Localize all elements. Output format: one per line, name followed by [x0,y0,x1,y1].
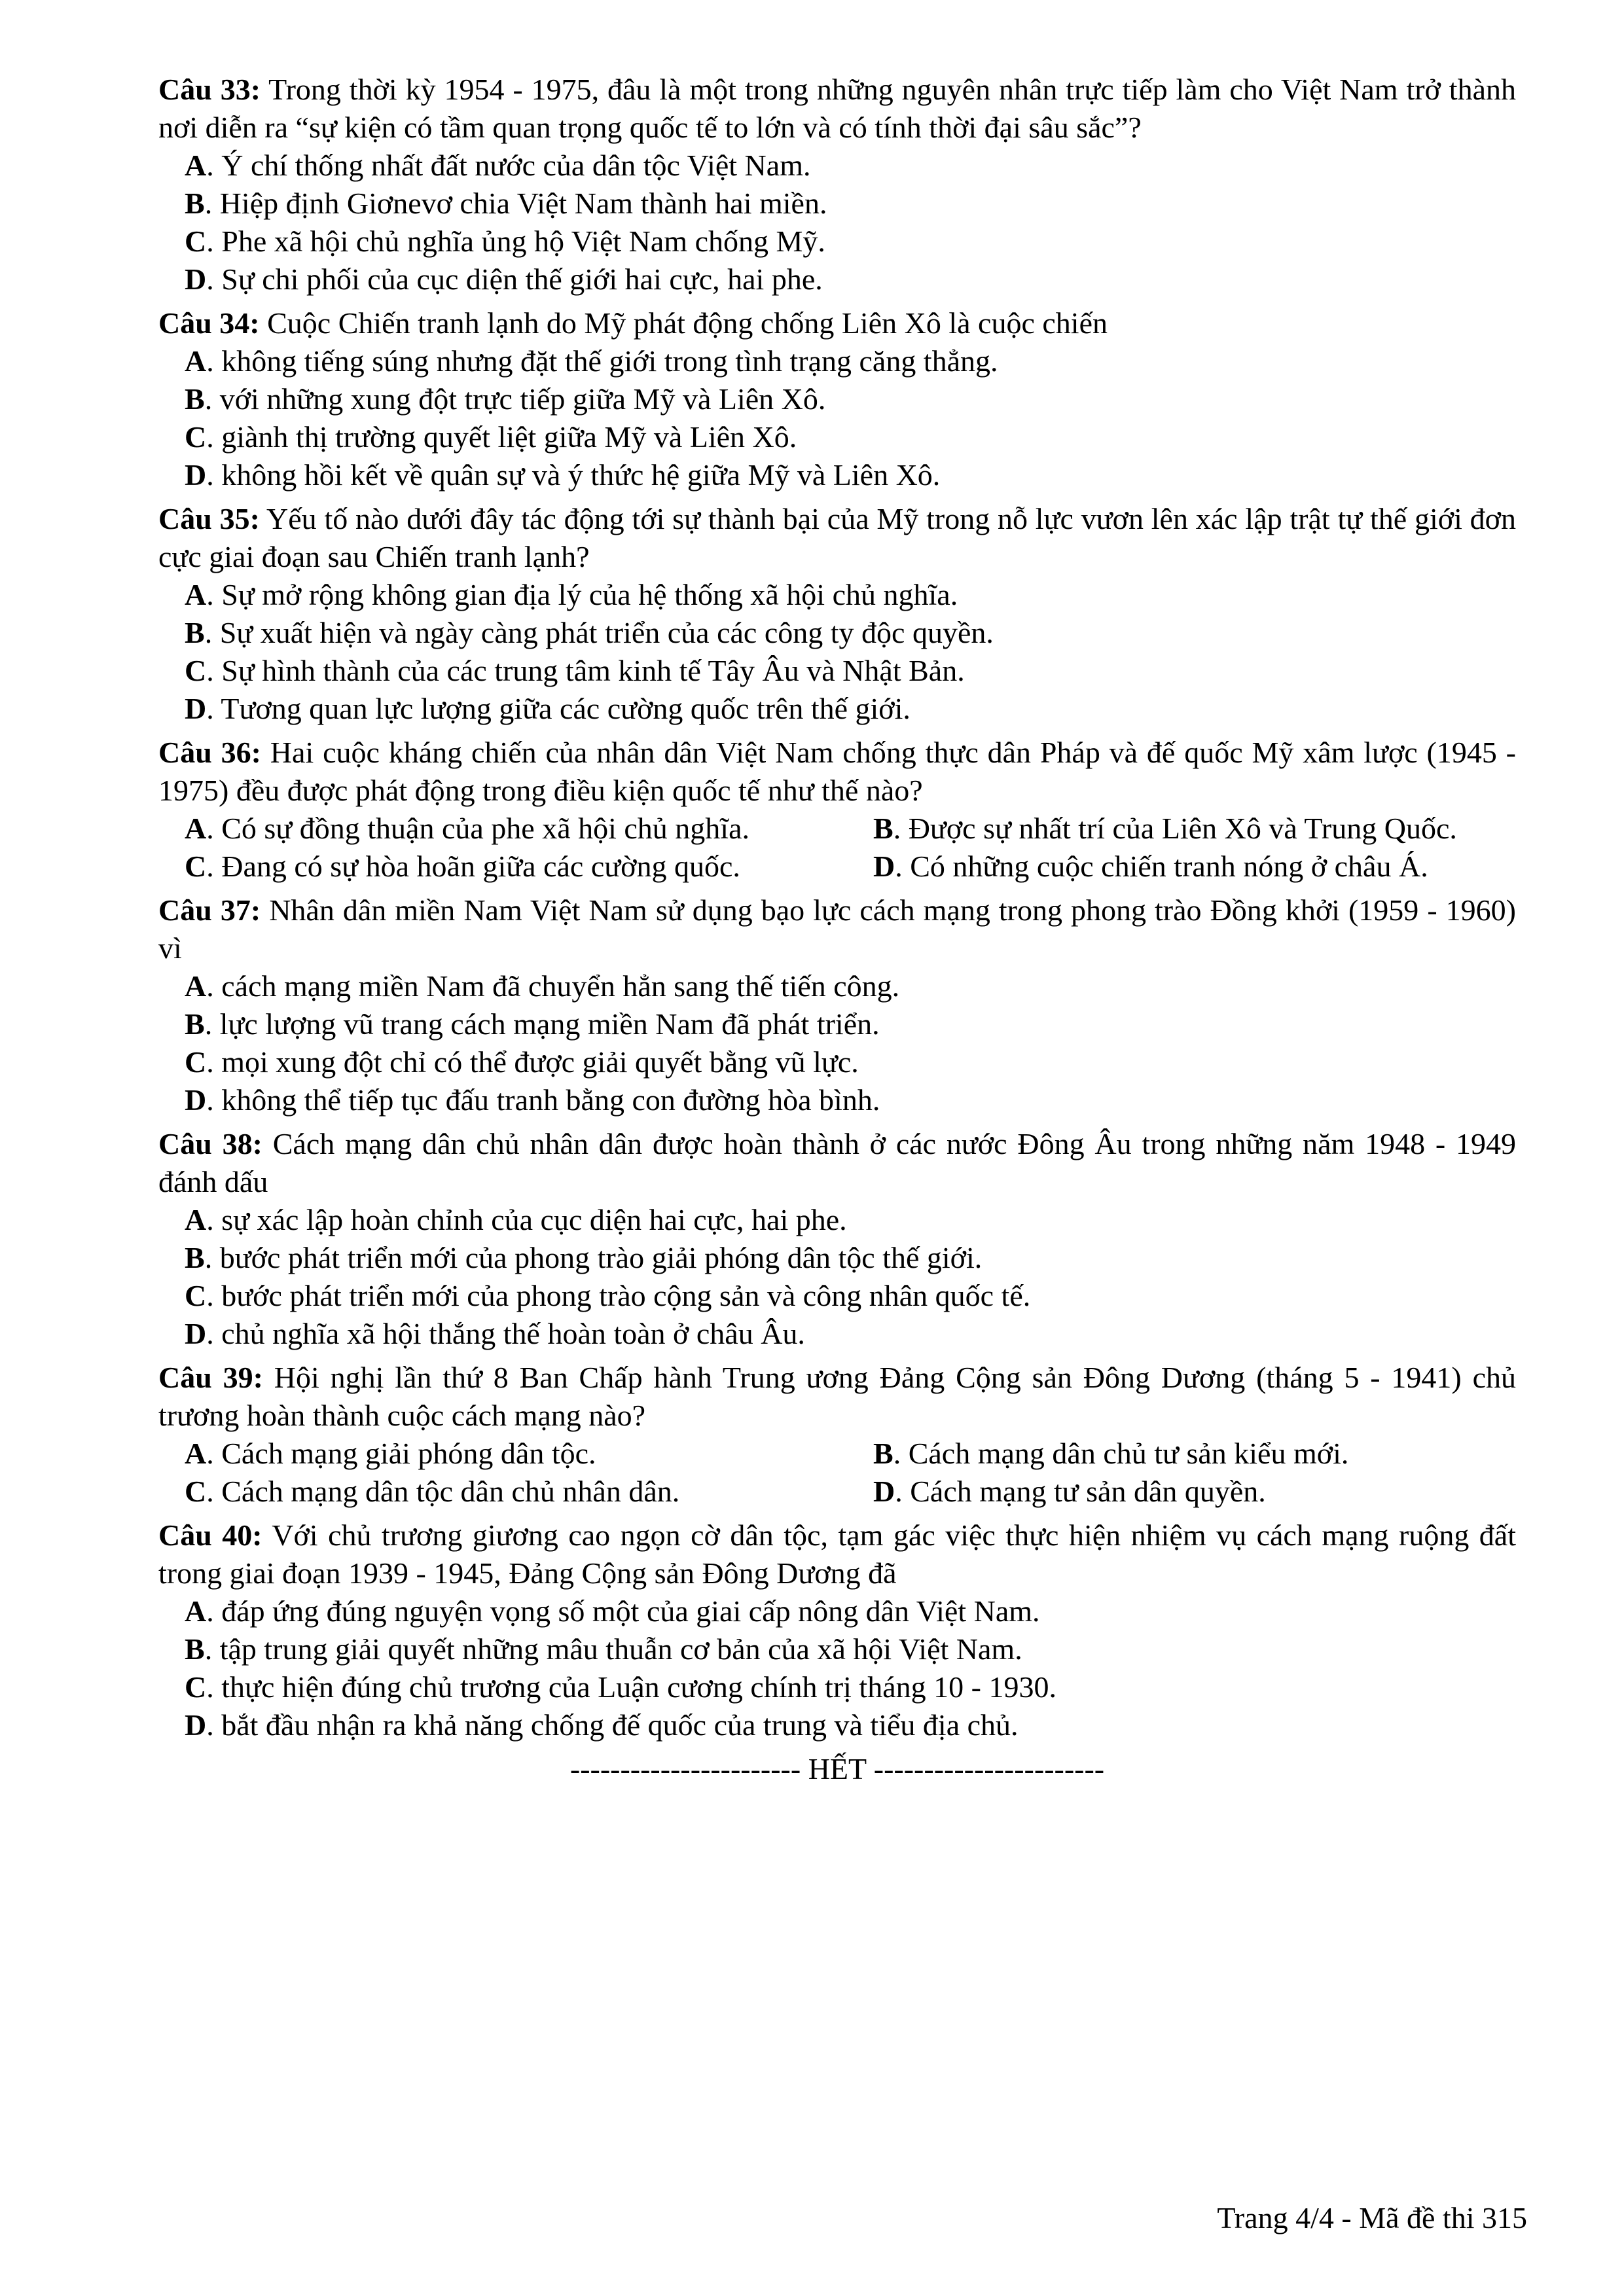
option-letter: A [185,578,207,611]
answer-option [158,1081,1516,1119]
question-stem: Nhân dân miền Nam Việt Nam sử dụng bạo lực cách mạng trong phong trào Đồng khởi (1959 - 1960) vì [158,893,1516,965]
answer-option [158,810,847,848]
option-letter: C [185,654,207,687]
option-letter: B [873,1437,893,1470]
options-list [158,1435,1516,1511]
options-list [158,1592,1516,1744]
option-letter: D [185,262,207,296]
question-number: Câu 40: [158,1518,262,1552]
question-block [158,1125,1516,1353]
option-text: . Sự chi phối của cục diện thế giới hai cực, hai phe. [206,262,823,296]
question-text [158,1359,1516,1435]
question-number: Câu 35: [158,502,260,535]
answer-option [847,848,1516,886]
answer-option [158,1706,1516,1744]
option-letter: A [185,149,207,182]
option-text: . Được sự nhất trí của Liên Xô và Trung Quốc. [893,812,1457,845]
option-text: . chủ nghĩa xã hội thắng thế hoàn toàn ở châu Âu. [206,1317,805,1350]
options-list [158,810,1516,886]
option-letter: D [185,692,207,725]
question-block [158,500,1516,728]
question-stem: Hai cuộc kháng chiến của nhân dân Việt Nam chống thực dân Pháp và đế quốc Mỹ xâm lược (1945 - 1975) đều được phát động trong điều kiện quốc tế như thế nào? [158,736,1517,807]
option-text: . tập trung giải quyết những mâu thuẫn cơ bản của xã hội Việt Nam. [204,1632,1022,1666]
answer-option [158,576,1516,614]
option-text: . Có những cuộc chiến tranh nóng ở châu Á. [895,850,1428,883]
question-text [158,734,1516,810]
answer-option [158,614,1516,652]
answer-option [158,1239,1516,1277]
option-letter: C [185,1670,207,1704]
answer-option [158,456,1516,494]
answer-option [158,380,1516,418]
option-text: . bắt đầu nhận ra khả năng chống đế quốc của trung và tiểu địa chủ. [206,1708,1019,1742]
question-number: Câu 38: [158,1127,262,1160]
answer-option [158,1315,1516,1353]
exam-page [158,71,1516,1788]
options-list [158,342,1516,494]
page-footer: Trang 4/4 - Mã đề thi 315 [1217,2201,1527,2234]
question-stem: Hội nghị lần thứ 8 Ban Chấp hành Trung ương Đảng Cộng sản Đông Dương (tháng 5 - 1941) chủ trương hoàn thành cuộc cách mạng nào? [158,1361,1516,1432]
option-text: . không thể tiếp tục đấu tranh bằng con đường hòa bình. [206,1083,880,1117]
option-text: . giành thị trường quyết liệt giữa Mỹ và Liên Xô. [206,420,797,454]
answer-option [158,1201,1516,1239]
option-letter: A [185,1594,207,1628]
option-text: . Sự hình thành của các trung tâm kinh tế Tây Âu và Nhật Bản. [206,654,965,687]
question-block [158,304,1516,494]
option-text: . Đang có sự hòa hoãn giữa các cường quốc. [206,850,740,883]
option-text: . bước phát triển mới của phong trào giải phóng dân tộc thế giới. [204,1241,983,1274]
option-text: . với những xung đột trực tiếp giữa Mỹ và Liên Xô. [204,382,826,416]
question-text [158,1516,1516,1592]
option-text: . Cách mạng dân chủ tư sản kiểu mới. [893,1437,1349,1470]
option-letter: D [873,1475,895,1508]
answer-option [158,652,1516,690]
question-block [158,1516,1516,1744]
option-text: . Phe xã hội chủ nghĩa ủng hộ Việt Nam chống Mỹ. [206,224,825,258]
options-list [158,1201,1516,1353]
question-number: Câu 36: [158,736,261,769]
options-list [158,147,1516,298]
answer-option [158,260,1516,298]
answer-option [158,1592,1516,1630]
option-letter: C [185,1045,207,1079]
option-letter: C [185,1279,207,1312]
question-text [158,500,1516,576]
option-letter: A [185,969,207,1003]
question-stem: Trong thời kỳ 1954 - 1975, đâu là một trong những nguyên nhân trực tiếp làm cho Việt Nam trở thành nơi diễn ra “sự kiện có tầm quan trọng quốc tế to lớn và có tính thời đại sâu sắc”? [158,73,1516,144]
option-text: . Hiệp định Giơnevơ chia Việt Nam thành hai miền. [204,187,827,220]
option-text: . không hồi kết về quân sự và ý thức hệ giữa Mỹ và Liên Xô. [206,458,941,492]
option-text: . lực lượng vũ trang cách mạng miền Nam đã phát triển. [204,1007,880,1041]
option-letter: B [185,616,205,649]
option-letter: B [185,1007,205,1041]
option-letter: C [185,1475,207,1508]
option-letter: D [185,1317,207,1350]
option-letter: A [185,1437,207,1470]
answer-option [158,1435,847,1473]
option-letter: C [185,850,207,883]
question-block [158,1359,1516,1511]
question-stem: Cách mạng dân chủ nhân dân được hoàn thành ở các nước Đông Âu trong những năm 1948 - 1949 đánh dấu [158,1127,1517,1198]
answer-option [847,1435,1516,1473]
question-stem: Cuộc Chiến tranh lạnh do Mỹ phát động chống Liên Xô là cuộc chiến [259,306,1108,340]
option-text: . không tiếng súng nhưng đặt thế giới trong tình trạng căng thẳng. [206,344,998,378]
answer-option [158,1043,1516,1081]
option-letter: A [185,812,207,845]
option-letter: B [185,382,205,416]
option-text: . Tương quan lực lượng giữa các cường quốc trên thế giới. [206,692,911,725]
answer-option [158,1473,847,1511]
answer-option [158,967,1516,1005]
option-text: . đáp ứng đúng nguyện vọng số một của giai cấp nông dân Việt Nam. [206,1594,1040,1628]
option-letter: B [185,1632,205,1666]
answer-option [847,810,1516,848]
option-letter: A [185,1203,207,1236]
option-letter: D [185,458,207,492]
answer-option [158,1277,1516,1315]
option-text: . Sự xuất hiện và ngày càng phát triển của các công ty độc quyền. [204,616,994,649]
question-block [158,891,1516,1119]
answer-option [158,418,1516,456]
answer-option [158,690,1516,728]
option-letter: B [185,1241,205,1274]
option-letter: B [873,812,893,845]
questions-container [158,71,1516,1744]
question-text [158,304,1516,342]
question-number: Câu 39: [158,1361,263,1394]
answer-option [158,1668,1516,1706]
question-text [158,891,1516,967]
option-text: . Cách mạng tư sản dân quyền. [895,1475,1266,1508]
option-letter: C [185,224,207,258]
option-text: . Ý chí thống nhất đất nước của dân tộc Việt Nam. [206,149,811,182]
option-letter: C [185,420,207,454]
answer-option [158,147,1516,185]
question-number: Câu 37: [158,893,261,927]
answer-option [158,848,847,886]
answer-option [158,1005,1516,1043]
option-letter: B [185,187,205,220]
answer-option [158,342,1516,380]
option-text: . Có sự đồng thuận của phe xã hội chủ nghĩa. [206,812,750,845]
option-letter: D [873,850,895,883]
question-number: Câu 34: [158,306,260,340]
answer-option [158,185,1516,223]
option-text: . Sự mở rộng không gian địa lý của hệ thống xã hội chủ nghĩa. [206,578,958,611]
answer-option [158,223,1516,260]
option-text: . Cách mạng giải phóng dân tộc. [206,1437,596,1470]
option-text: . mọi xung đột chỉ có thể được giải quyết bằng vũ lực. [206,1045,859,1079]
question-stem: Yếu tố nào dưới đây tác động tới sự thành bại của Mỹ trong nỗ lực vươn lên xác lập trật tự thế giới đơn cực giai đoạn sau Chiến tranh lạnh? [158,502,1516,573]
end-mark: ----------------------- HẾT ----------------------- [569,1752,1105,1785]
question-text [158,71,1516,147]
question-block [158,71,1516,298]
question-text [158,1125,1516,1201]
answer-option [847,1473,1516,1511]
option-text: . bước phát triển mới của phong trào cộng sản và công nhân quốc tế. [206,1279,1031,1312]
option-text: . Cách mạng dân tộc dân chủ nhân dân. [206,1475,680,1508]
option-letter: A [185,344,207,378]
question-stem: Với chủ trương giương cao ngọn cờ dân tộc, tạm gác việc thực hiện nhiệm vụ cách mạng ruộng đất trong giai đoạn 1939 - 1945, Đảng Cộng sản Đông Dương đã [158,1518,1516,1590]
options-list [158,576,1516,728]
option-text: . thực hiện đúng chủ trương của Luận cương chính trị tháng 10 - 1930. [206,1670,1056,1704]
option-text: . cách mạng miền Nam đã chuyển hẳn sang thế tiến công. [206,969,900,1003]
option-letter: D [185,1708,207,1742]
answer-option [158,1630,1516,1668]
options-list [158,967,1516,1119]
option-text: . sự xác lập hoàn chỉnh của cục diện hai cực, hai phe. [206,1203,847,1236]
question-block [158,734,1516,886]
question-number: Câu 33: [158,73,261,106]
option-letter: D [185,1083,207,1117]
